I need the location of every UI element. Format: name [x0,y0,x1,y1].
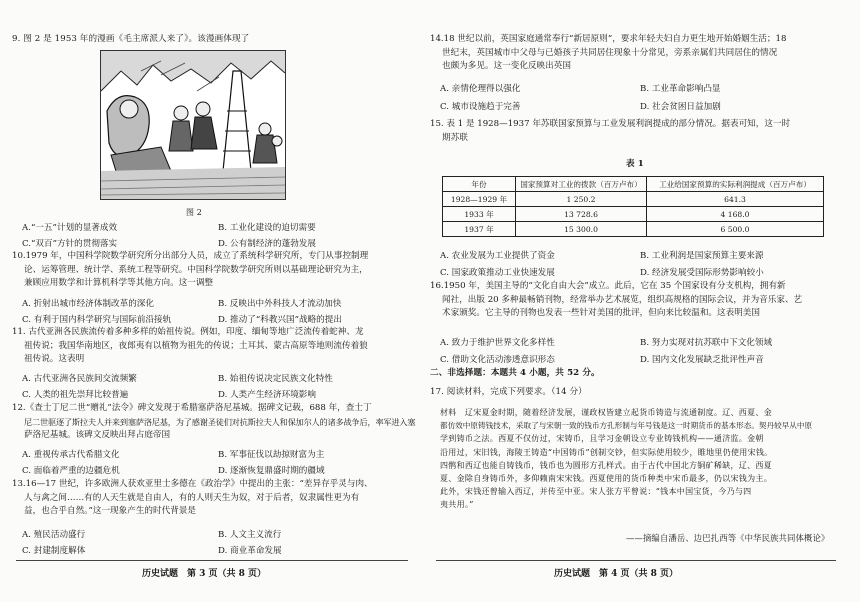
table-cell: 1 250.2 [516,192,647,207]
q11-option-c[interactable]: C. 人类的祖先崇拜比较普遍 [22,390,129,400]
q10-option-b[interactable]: B. 反映出中外科技人才流动加快 [218,299,342,309]
table-header: 国家预算对工业的拨款（百万卢布） [516,177,647,192]
q16-option-c[interactable]: C. 借助文化活动渗透意识形态 [440,355,555,365]
table-cell: 641.3 [647,192,824,207]
q14-option-d[interactable]: D. 社会贫困日益加剧 [640,102,721,112]
q13-stem: 13.16—17 世纪，许多欧洲人获欢亚里士多德在《政治学》中提出的主张：“差异存乎灵与肉、 人与禽之间……有的人天生就是自由人，有的人则天生为奴，对于后者，奴隶属性更为有 益，也合乎自然。”这一现象产生的时代背景是 [12,479,373,517]
cartoon-illustration [101,51,285,199]
table-row [443,207,824,222]
q11-option-d[interactable]: D. 人类产生经济环境影响 [218,390,316,400]
q16-stem: 16.1950 年，美国主导的“文化自由大会”成立。此后，它在 35 个国家设有分支机构，拥有新 闻社，出版 20 多种最畅销刊物，经常举办艺术展览，组织高规格的国际会议，并为音乐家、艺 术家颁奖。它主导的刊物也发表一些针对美国的批评，但向来比较温和。这表明美国 [430,281,803,319]
q16-option-d[interactable]: D. 国内文化发展缺乏批评性声音 [640,355,764,365]
q14-stem: 14.18 世纪以前，英国家庭通常奉行“新居原则”，要求年轻夫妇自力更生地开始婚姻生活；18 世纪末，英国城市中父母与已婚孩子共同居住现象十分常见，旁系亲属们共同居住的情况 也颇为多见。这一变化反映出英国 [430,34,787,72]
q13-option-b[interactable]: B. 人文主义流行 [218,530,282,540]
right-page-footer: 历史试题 第 4 页（共 8 页） [554,569,679,579]
table-title: 表 1 [626,159,644,169]
q14-option-a[interactable]: A. 亲情伦理得以强化 [440,84,521,94]
right-page [430,0,860,602]
table-row [443,192,824,207]
q11-option-b[interactable]: B. 始祖传说决定民族文化特性 [218,374,333,384]
q10-stem: 10.1979 年，中国科学院数学研究所分出部分人员，成立了系统科学研究所，专门从事控制理 论、运筹管理、统计学、系统工程等研究。中国科学院数学研究所则以基础理论研究为主， 兼顾应用数学和计算机科学等其他方向。这一调整 [12,251,369,289]
q15-option-a[interactable]: A. 农业发展为工业提供了资金 [440,251,555,261]
table-cell: 1928—1929 年 [443,192,516,207]
q9-option-d[interactable]: D. 公有制经济的蓬勃发展 [218,239,316,249]
q13-option-d[interactable]: D. 商业革命发展 [218,546,282,556]
cartoon-figure [100,50,286,200]
q9-option-b[interactable]: B. 工业化建设的迫切需要 [218,223,316,233]
q15-option-b[interactable]: B. 工业利润是国家预算主要来源 [640,251,764,261]
q10-option-d[interactable]: D. 推动了“科教兴国”战略的提出 [218,315,342,325]
q17-source: ——摘编自潘岳、边巴扎西等《中华民族共同体概论》 [626,533,830,543]
q14-option-b[interactable]: B. 工业革命影响凸显 [640,84,721,94]
q12-option-c[interactable]: C. 面临着严重的边疆危机 [22,466,120,476]
q15-stem: 15. 表 1 是 1928—1937 年苏联国家预算与工业发展利润提成的部分情况。据表可知，这一时 期苏联 [430,119,791,143]
section-2-heading: 二、非选择题：本题共 4 小题，共 52 分。 [430,368,600,378]
figure-caption: 图 2 [186,208,202,217]
q11-stem: 11. 古代亚洲各民族流传着多种多样的始祖传说。例如，印度、缅甸等地广泛流传着蛇神、龙 祖传说；我国华南地区，夜郎夷有以植物为祖先的传说；土耳其、蒙古高原等地则流传着狼 祖传说。这表明 [12,327,368,365]
q10-option-c[interactable]: C. 有利于国内科学研究与国际前沿接轨 [22,315,172,325]
soviet-budget-table [442,176,824,237]
table-header: 工业给国家预算的实际利润提成（百万卢布） [647,177,824,192]
q12-option-d[interactable]: D. 逐渐恢复鼎盛时期的疆域 [218,466,325,476]
q12-option-a[interactable]: A. 重视传承古代希腊文化 [22,450,120,460]
q17-stem: 17. 阅读材料，完成下列要求。（14 分） [430,387,587,397]
q13-option-c[interactable]: C. 封建制度解体 [22,546,86,556]
left-footer-rule [16,560,408,561]
table-cell: 6 500.0 [647,222,824,237]
right-footer-rule [436,560,836,561]
table-cell: 15 300.0 [516,222,647,237]
table-cell: 1933 年 [443,207,516,222]
left-page-footer: 历史试题 第 3 页（共 8 页） [142,569,267,579]
q9-option-a[interactable]: A.“一五”计划的显著成效 [22,223,118,233]
q12-option-b[interactable]: B. 军事征伐以劫掠财富为主 [218,450,325,460]
q15-option-c[interactable]: C. 国家政策推动工业快速发展 [440,268,555,278]
q14-option-c[interactable]: C. 城市设施趋于完善 [440,102,521,112]
q9-option-c[interactable]: C.“双百”方针的贯彻落实 [22,239,118,249]
q9-stem: 9. 图 2 是 1953 年的漫画《毛主席派人来了》。该漫画体现了 [12,34,250,44]
table-row [443,222,824,237]
q15-option-d[interactable]: D. 经济发展受国际形势影响较小 [640,268,764,278]
table-header: 年份 [443,177,516,192]
q16-option-b[interactable]: B. 努力实现对抗苏联中下文化领域 [640,338,773,348]
q12-stem: 12.《查士丁尼二世“赠礼”法令》碑文发现于希腊塞萨洛尼基城。据碑文记载，688 年，查士丁 尼二世驱逐了斯拉夫人并来到塞萨洛尼基，为了感谢圣徒们对抗斯拉夫人和保加尔人的诸多战争后，率军进入塞 萨洛尼基城。该碑文反映出拜占庭帝国 [12,403,416,441]
table-header-row [443,177,824,192]
q10-option-a[interactable]: A. 折射出城市经济体制改革的深化 [22,299,154,309]
q11-option-a[interactable]: A. 古代亚洲各民族间交流频繁 [22,374,137,384]
q16-option-a[interactable]: A. 致力于维护世界文化多样性 [440,338,555,348]
table-cell: 13 728.6 [516,207,647,222]
q13-option-a[interactable]: A. 殖民活动盛行 [22,530,86,540]
table-cell: 4 168.0 [647,207,824,222]
table-cell: 1937 年 [443,222,516,237]
q17-material: 材料 辽宋夏金时期，随着经济发展，谨政权皆建立起货币铸造与流通制度。辽、西夏、金 都仿效中原铸钱技术，采取了与宋朝一致的钱币方孔形制与年号钱是这一时期货币的基本形态。契丹较早从中原 学到铸币之法。西夏不仅仿过，宋铸币，且学习金朝设立专业铸钱机构——通济监。金朝 沿用过，宋旧钱，海陵王铸造“中国铸币”创制交钞，但实际使用较少，睢地里仍使用宋钱。 四鹘和西辽也能自铸钱币，钱币也为圆形方孔样式。由于古代中国北方铜矿稀缺，辽、西夏 夏、金除自身铸币外，多仰赖南宋宋钱。西夏使用的货币种类中宋币最多，仍以宋钱为主。 此外，宋钱还曾输入西辽，并传至中亚。宋人张方平曾说：“钱本中国宝货，今乃与四 夷共用。” [440,408,813,510]
